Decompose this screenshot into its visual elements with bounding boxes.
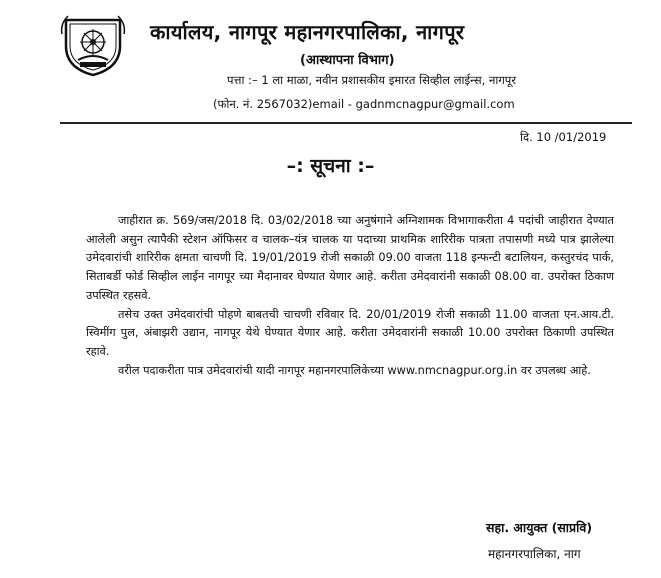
- signatory-corporation: महानगरपालिका, नाग: [488, 547, 581, 561]
- office-address: पत्ता :– 1 ला माळा, नवीन प्रशासकीय इमारत सिव्हील लाईन्स, नागपूर: [227, 73, 517, 87]
- header-divider: [60, 122, 632, 124]
- paragraph-candidate-list: वरील पदाकरीता पात्र उमेदवारांची यादी नागपूर महानगरपालिकेच्या www.nmcnagpur.org.in वर उपलब्ध आहे.: [118, 363, 591, 377]
- department-name: (आस्थापना विभाग): [300, 53, 395, 68]
- paragraph-exam-schedule: जाहीरात क्र. 569/जस/2018 दि. 03/02/2018 च्या अनुषंगाने अग्निशामक विभागाकरीता 4 पदांची जाहीरात देण्यात आलेली असुन त्यापैकी स्टेशन ऑफिसर व चालक–यंत्र चालक या पदाच्या प्राथमिक शारिरीक पात्रता तपासणी मध्ये पात्र झालेल्या उमेदवारांची शारिरीक क्षमता चाचणी दि. 19/01/2019 रोजी सकाळी 09.00 वाजता 118 इन्फन्टी बटालियन, कस्तुरचंद पार्क, सिताबर्डी फोर्ड सिव्हील लाईन नागपूर च्या मैदानावर घेण्यात येणार आहे. करीता उमेदवारांनी सकाळी 08.00 वा. उपरोक्त ठिकाण उपस्थित रहसवे.: [86, 214, 614, 302]
- notice-date: दि. 10 /01/2019: [520, 130, 607, 144]
- signatory-title: सहा. आयुक्त (साप्रवि): [486, 520, 593, 535]
- paragraph-swimming-test: तसेच उक्त उमेदवारांची पोहणे बाबतची चाचणी रविवार दि. 20/01/2019 रोजी सकाळी 11.00 वाजता एन.आय.टी. स्विमींग पुल, अंबाझरी उद्यान, नागपूर येथे घेण्यात येणार आहे. करीता उमेदवारांनी सकाळी 10.00 उपरोक्त ठिकाणी उपस्थित रहावे.: [86, 307, 614, 358]
- notice-heading: –: सूचना :–: [286, 155, 375, 177]
- contact-info: (फोन. नं. 2567032)email - gadnmcnagpur@gmail.com: [213, 97, 515, 111]
- notice-body: [86, 212, 614, 380]
- nmc-emblem-icon: [58, 12, 128, 78]
- office-title: कार्यालय, नागपूर महानगरपालिका, नागपूर: [150, 20, 465, 44]
